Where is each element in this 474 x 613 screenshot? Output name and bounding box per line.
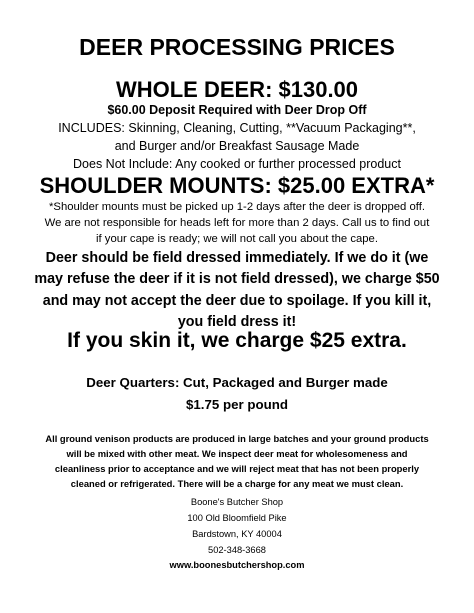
shop-street: 100 Old Bloomfield Pike — [187, 513, 287, 523]
field-dress-line-3: and may not accept the deer due to spoilage. If you kill it, — [42, 293, 432, 309]
ground-venison-line-4: cleaned or refrigerated. There will be a charge for any meat we must clean. — [70, 478, 404, 489]
deer-quarters-line-1: Deer Quarters: Cut, Packaged and Burger made — [86, 375, 388, 390]
skin-charge-notice: If you skin it, we charge $25 extra. — [67, 329, 407, 352]
ground-venison-line-1: All ground venison products are produced in large batches and your ground products — [45, 433, 429, 444]
field-dress-line-2: may refuse the deer if it is not field dressed), we charge $50 — [34, 271, 440, 287]
whole-deer-heading: WHOLE DEER: $130.00 — [115, 77, 359, 102]
deposit-requirement: $60.00 Deposit Required with Deer Drop Off — [107, 103, 367, 117]
field-dress-line-1: Deer should be field dressed immediately. If we do it (we — [45, 250, 429, 266]
shop-website: www.boonesbutchershop.com — [169, 560, 305, 570]
shoulder-note-line-3: if your cape is ready; we will not call you about the cape. — [96, 233, 378, 245]
includes-line-2: and Burger and/or Breakfast Sausage Made — [114, 139, 360, 153]
shoulder-note-line-2: We are not responsible for heads left for more than 2 days. Call us to find out — [44, 217, 430, 229]
deer-quarters-price: $1.75 per pound — [186, 397, 288, 412]
shop-phone: 502-348-3668 — [208, 545, 266, 555]
ground-venison-line-2: will be mixed with other meat. We inspect deer meat for wholesomeness and — [66, 448, 408, 459]
shoulder-note-line-1: *Shoulder mounts must be picked up 1-2 days after the deer is dropped off. — [49, 201, 425, 213]
field-dress-line-4: you field dress it! — [177, 314, 297, 330]
page-title: DEER PROCESSING PRICES — [79, 34, 395, 60]
includes-line-1: INCLUDES: Skinning, Cleaning, Cutting, **Vacuum Packaging**, — [58, 121, 416, 135]
shoulder-mounts-heading: SHOULDER MOUNTS: $25.00 EXTRA* — [39, 173, 435, 198]
shop-name: Boone's Butcher Shop — [190, 497, 284, 507]
ground-venison-line-3: cleanliness prior to acceptance and we will reject meat that has not been properly — [54, 463, 420, 474]
shop-city: Bardstown, KY 40004 — [192, 529, 282, 539]
not-included-line: Does Not Include: Any cooked or further processed product — [73, 157, 401, 171]
